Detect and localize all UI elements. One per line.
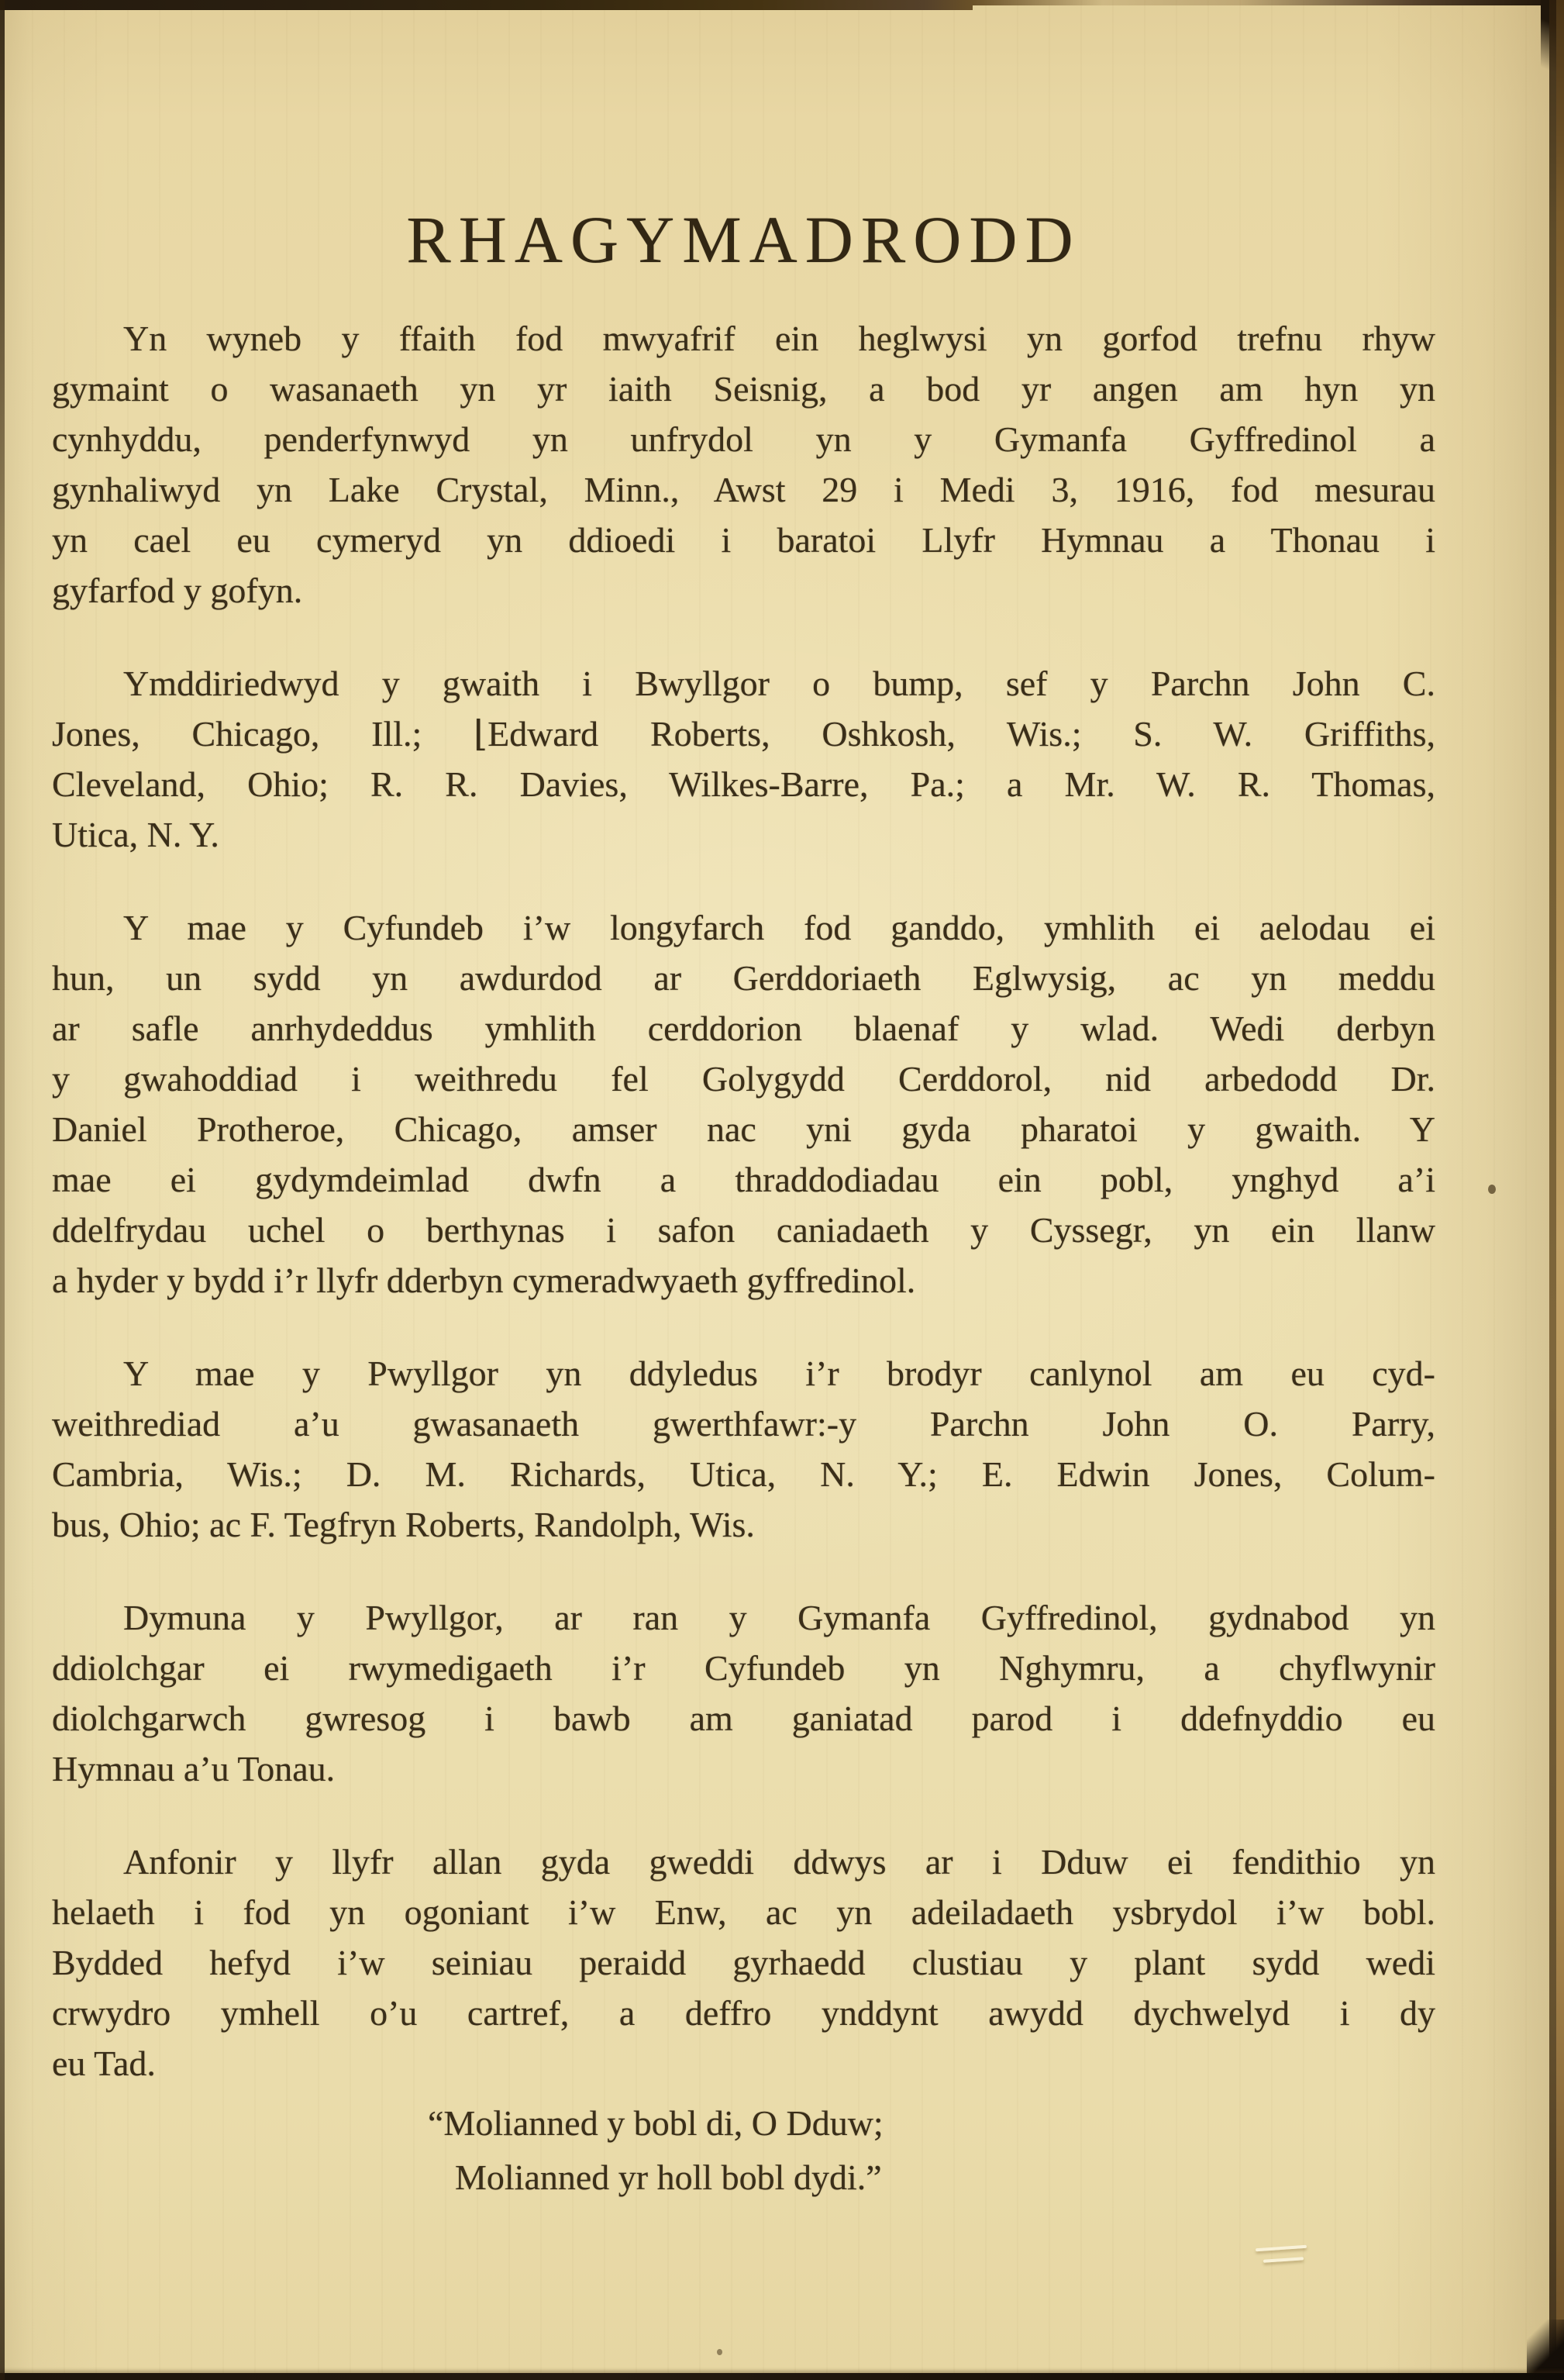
text-line: Y mae y Pwyllgor yn ddyledus i’r brodyr canlynol am eu cyd- xyxy=(123,1354,1435,1393)
page-content xyxy=(52,202,1435,2205)
text-line: ddelfrydau uchel o berthynas i safon caniadaeth y Cyssegr, yn ein llanw xyxy=(52,1210,1435,1250)
text-line: Cleveland, Ohio; R. R. Davies, Wilkes-Barre, Pa.; a Mr. W. R. Thomas, xyxy=(52,764,1435,804)
text-line: crwydro ymhell o’u cartref, a deffro ynddynt awydd dychwelyd i dy xyxy=(52,1993,1435,2033)
text-line: Y mae y Cyfundeb i’w longyfarch fod ganddo, ymhlith ei aelodau ei xyxy=(123,908,1435,947)
text-line: Utica, N. Y. xyxy=(52,815,219,854)
paragraph xyxy=(52,1348,1435,1550)
text-line: eu Tad. xyxy=(52,2044,156,2083)
page-top-edge-fade xyxy=(973,0,1564,5)
paragraph xyxy=(52,1592,1435,1794)
text-line: gymaint o wasanaeth yn yr iaith Seisnig, a bod yr angen am hyn yn xyxy=(52,369,1435,409)
paper-dent-mark xyxy=(1256,2247,1318,2270)
page-top-edge-dark xyxy=(0,0,973,10)
text-line: weithrediad a’u gwasanaeth gwerthfawr:-y Parchn John O. Parry, xyxy=(52,1404,1435,1444)
text-line: a hyder y bydd i’r llyfr dderbyn cymeradwyaeth gyffredinol. xyxy=(52,1261,916,1300)
quote-line: Molianned yr holl bobl dydi.” xyxy=(455,2158,882,2197)
dent-line xyxy=(1263,2257,1304,2263)
paragraph xyxy=(52,1837,1435,2089)
paragraph xyxy=(52,658,1435,860)
text-line: gynhaliwyd yn Lake Crystal, Minn., Awst 29 i Medi 3, 1916, fod mesurau xyxy=(52,470,1435,509)
paragraph xyxy=(52,902,1435,1306)
text-line: Ymddiriedwyd y gwaith i Bwyllgor o bump, sef y Parchn John C. xyxy=(123,664,1435,703)
text-line: y gwahoddiad i weithredu fel Golygydd Cerddorol, nid arbedodd Dr. xyxy=(52,1059,1435,1099)
text-line: Anfonir y llyfr allan gyda gweddi ddwys ar i Dduw ei fendithio yn xyxy=(123,1842,1435,1882)
page-left-edge-line xyxy=(0,0,5,2380)
text-line: Cambria, Wis.; D. M. Richards, Utica, N. Y.; E. Edwin Jones, Colum- xyxy=(52,1454,1435,1494)
text-line: gyfarfod y gofyn. xyxy=(52,571,303,610)
quote-block xyxy=(52,2096,1435,2205)
text-line: Hymnau a’u Tonau. xyxy=(52,1749,336,1788)
bottom-right-corner-shadow xyxy=(1527,2320,1564,2380)
text-line: helaeth i fod yn ogoniant i’w Enw, ac yn adeiladaeth ysbrydol i’w bobl. xyxy=(52,1892,1435,1932)
text-line: ar safle anrhydeddus ymhlith cerddorion blaenaf y wlad. Wedi derbyn xyxy=(52,1009,1435,1048)
text-line: ddiolchgar ei rwymedigaeth i’r Cyfundeb yn Nghymru, a chyflwynir xyxy=(52,1648,1435,1688)
text-line: cynhyddu, penderfynwyd yn unfrydol yn y Gymanfa Gyffredinol a xyxy=(52,419,1435,459)
adjacent-page-edge xyxy=(1556,0,1564,2380)
text-line: mae ei gydymdeimlad dwfn a thraddodiadau ein pobl, ynghyd a’i xyxy=(52,1160,1435,1199)
text-line: bus, Ohio; ac F. Tegfryn Roberts, Randolph, Wis. xyxy=(52,1505,755,1544)
text-line: Bydded hefyd i’w seiniau peraidd gyrhaedd clustiau y plant sydd wedi xyxy=(52,1943,1435,1982)
ink-speck xyxy=(1488,1185,1496,1194)
text-line: hun, un sydd yn awdurdod ar Gerddoriaeth Eglwysig, ac yn meddu xyxy=(52,958,1435,998)
body-text xyxy=(52,313,1435,2089)
dent-line xyxy=(1256,2245,1307,2252)
page-right-edge-line xyxy=(1549,0,1556,2380)
page-bottom-edge-dark xyxy=(0,2373,1564,2380)
paper-speck xyxy=(717,2349,722,2355)
text-line: Daniel Protheroe, Chicago, amser nac yni gyda pharatoi y gwaith. Y xyxy=(52,1109,1435,1149)
text-line: Jones, Chicago, Ill.; ⌊Edward Roberts, Oshkosh, Wis.; S. W. Griffiths, xyxy=(52,714,1435,754)
text-line: Yn wyneb y ffaith fod mwyafrif ein heglwysi yn gorfod trefnu rhyw xyxy=(123,319,1435,358)
page-title: RHAGYMADRODD xyxy=(406,202,1081,277)
paragraph xyxy=(52,313,1435,616)
text-line: diolchgarwch gwresog i bawb am ganiatad parod i ddefnyddio eu xyxy=(52,1699,1435,1738)
text-line: yn cael eu cymeryd yn ddioedi i baratoi Llyfr Hymnau a Thonau i xyxy=(52,520,1435,560)
text-line: Dymuna y Pwyllgor, ar ran y Gymanfa Gyffredinol, gydnabod yn xyxy=(123,1598,1435,1637)
quote-line: “Molianned y bobl di, O Dduw; xyxy=(428,2103,884,2143)
